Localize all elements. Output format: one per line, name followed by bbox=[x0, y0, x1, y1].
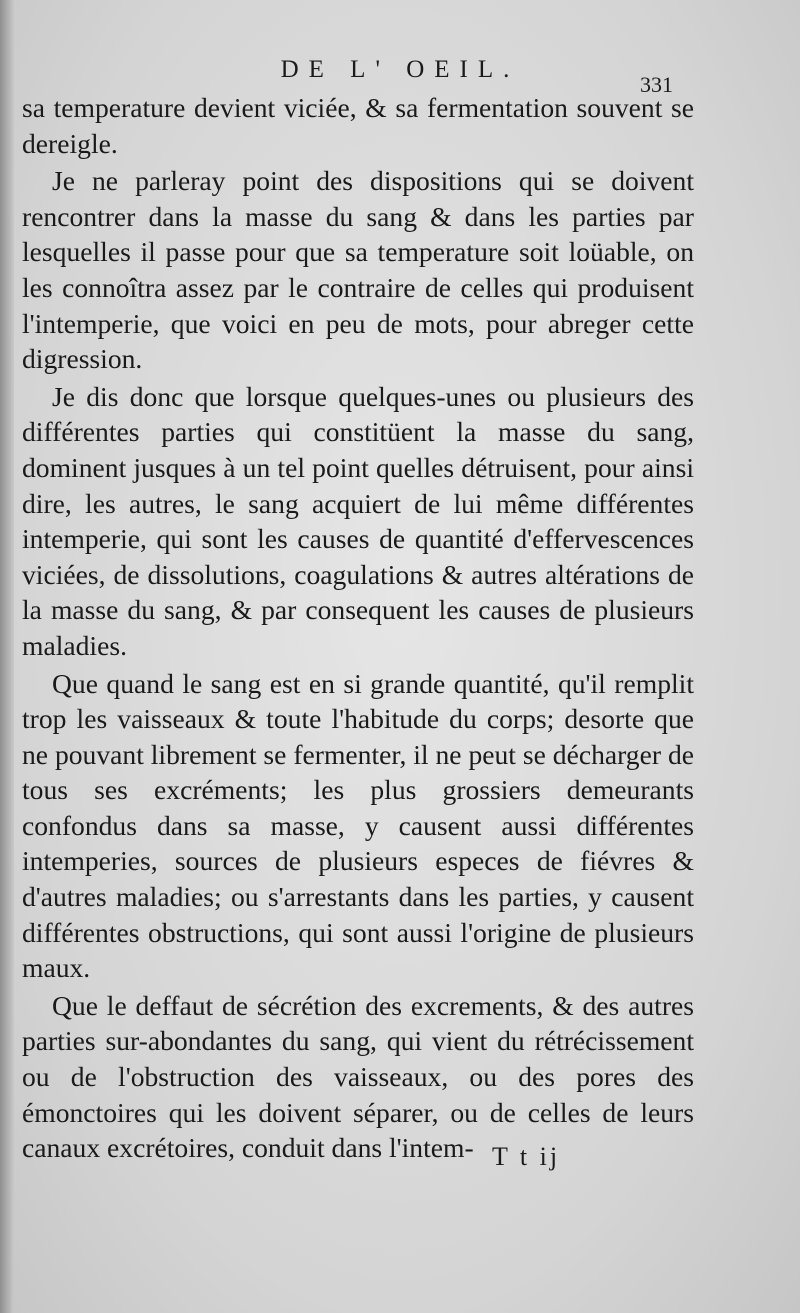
paragraph: Je ne parleray point des dispositions qui se doivent rencontrer dans la masse du sang & dans les parties par lesquelles il passe pour que sa temperature soit loüable, on les connoîtra assez par le contraire de celles qui produisent l'intemperie, que voici en peu de mots, pour abreger cette digression. bbox=[22, 165, 694, 375]
paragraph-continuation: sa temperature devient viciée, & sa fermentation souvent se dereigle. bbox=[22, 92, 694, 159]
page-gutter-shadow bbox=[0, 0, 14, 1313]
running-head: DE L' OEIL. bbox=[280, 56, 520, 83]
page-number: 331 bbox=[640, 72, 673, 97]
body-text bbox=[22, 90, 694, 1166]
paragraph: Que quand le sang est en si grande quantité, qu'il remplit trop les vaisseaux & toute l'habitude du corps; desorte que ne pouvant librement se fermenter, il ne peut se décharger de tous ses excréments; les plus grossiers demeurants confondus dans sa masse, y causent aussi différentes intemperies, sources de plusieurs especes de fiévres & d'autres maladies; ou s'arrestants dans les parties, y causent différentes obstructions, qui sont aussi l'origine de plusieurs maux. bbox=[22, 667, 694, 984]
paragraph: Je dis donc que lorsque quelques-unes ou plusieurs des différentes parties qui constitüent la masse du sang, dominent jusques à un tel point quelles détruisent, pour ainsi dire, les autres, le sang acquiert de lui même différentes intemperie, qui sont les causes de quantité d'effervescences viciées, de dissolutions, coagulations & autres altérations de la masse du sang, & par consequent les causes de plusieurs maladies. bbox=[22, 380, 694, 661]
paragraph: Que le deffaut de sécrétion des excrements, & des autres parties sur-abondantes du sang, qui vient du rétrécissement ou de l'obstruction des vaisseaux, ou des pores des émonctoires qui les doivent séparer, ou de celles de leurs canaux excrétoires, conduit dans l'intem- bbox=[22, 989, 694, 1164]
signature-mark: T t ij bbox=[492, 1142, 561, 1171]
